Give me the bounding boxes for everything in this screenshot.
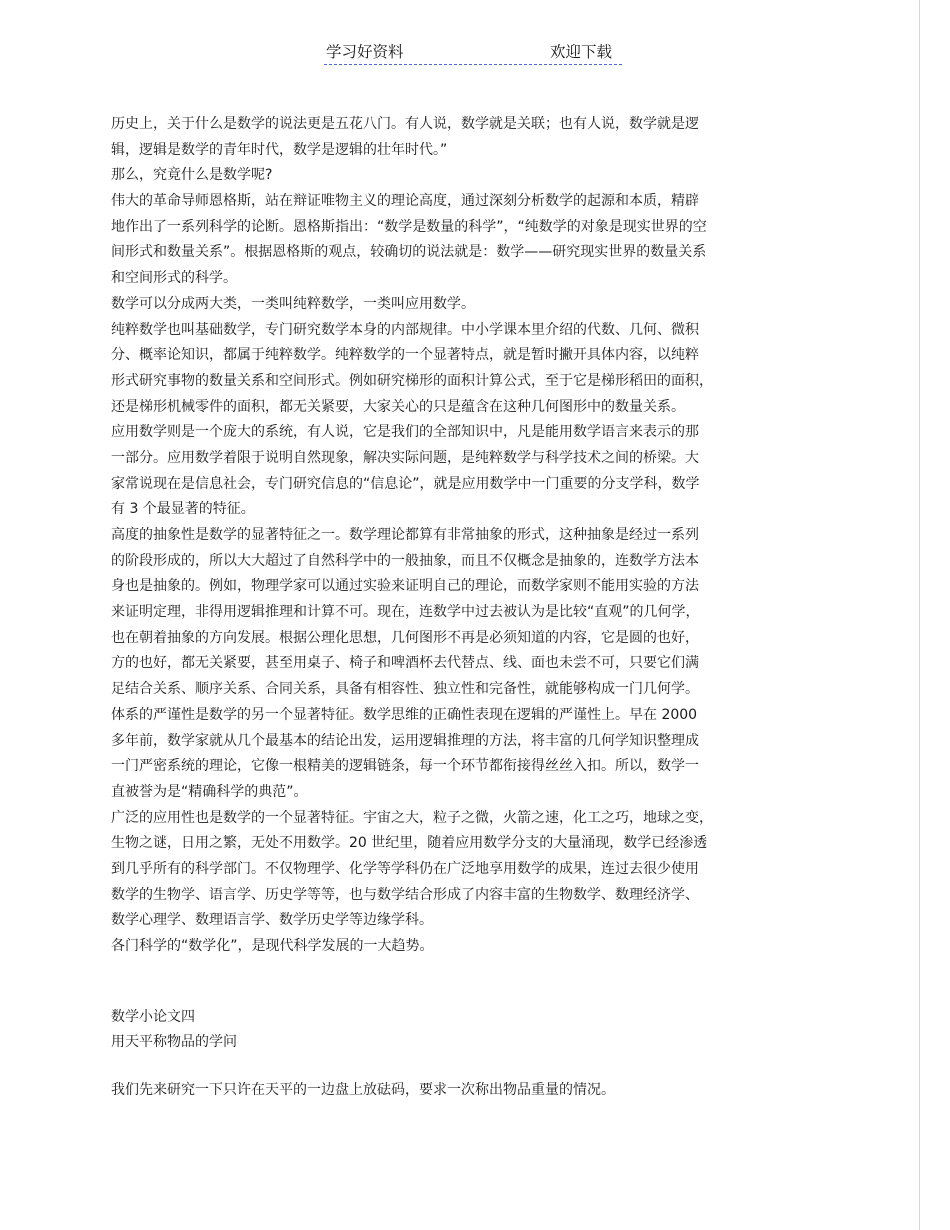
text-line: 应用数学则是一个庞大的系统，有人说，它是我们的全部知识中，凡是能用数学语言来表示的那 xyxy=(111,424,699,441)
text-line: 地作出了一系列科学的论断。恩格斯指出：“数学是数量的科学”，“纯数学的对象是现实世界的空 xyxy=(111,218,707,235)
intro-line: 我们先来研究一下只许在天平的一边盘上放砝码，要求一次称出物品重量的情况。 xyxy=(111,1082,615,1099)
text-line: 各门科学的“数学化”，是现代科学发展的一大趋势。 xyxy=(111,938,434,954)
text-line: 的阶段形成的，所以大大超过了自然科学中的一般抽象，而且不仅概念是抽象的，连数学方法本 xyxy=(111,552,699,569)
page-header xyxy=(324,40,622,65)
text-line: 一门严密系统的理论，它像一根精美的逻辑链条，每一个环节都衔接得丝丝入扣。所以，数学一 xyxy=(111,758,699,775)
text-line: 身也是抽象的。例如，物理学家可以通过实验来证明自己的理论，而数学家则不能用实验的方法 xyxy=(111,578,699,595)
text-line: 数学的生物学、语言学、历史学等等，也与数学结合形成了内容丰富的生物数学、数理经济学、 xyxy=(111,886,699,903)
text-line: 辑，逻辑是数学的青年时代，数学是逻辑的壮年时代。” xyxy=(111,141,448,158)
text-line: 分、概率论知识，都属于纯粹数学。纯粹数学的一个显著特点，就是暂时撇开具体内容，以纯粹 xyxy=(111,347,699,364)
header-right-text: 欢迎下载 xyxy=(550,43,613,61)
text-line: 和空间形式的科学。 xyxy=(111,270,237,287)
text-line: 间形式和数量关系”。根据恩格斯的观点，较确切的说法就是：数学——研究现实世界的数量关系 xyxy=(111,244,707,261)
text-line: 多年前，数学家就从几个最基本的结论出发，运用逻辑推理的方法，将丰富的几何学知识整理成 xyxy=(111,732,699,749)
text-line: 一部分。应用数学着限于说明自然现象，解决实际问题，是纯粹数学与科学技术之间的桥梁。大 xyxy=(111,449,699,466)
text-line: 生物之谜，日用之繁，无处不用数学。20 世纪里，随着应用数学分支的大量涌现，数学已经渗透 xyxy=(111,835,708,852)
text-line: 高度的抽象性是数学的显著特征之一。数学理论都算有非常抽象的形式，这种抽象是经过一系列 xyxy=(111,527,699,543)
text-line: 形式研究事物的数量关系和空间形式。例如研究梯形的面积计算公式，至于它是梯形稻田的面积， xyxy=(111,372,713,389)
text-line: 纯粹数学也叫基础数学，专门研究数学本身的内部规律。中小学课本里介绍的代数、几何、微积 xyxy=(111,321,699,338)
text-line: 也在朝着抽象的方向发展。根据公理化思想，几何图形不再是必须知道的内容，它是圆的也好， xyxy=(111,629,699,646)
text-line: 广泛的应用性也是数学的一个显著特征。宇宙之大，粒子之微，火箭之速，化工之巧，地球之变， xyxy=(111,809,713,826)
text-line: 家常说现在是信息社会，专门研究信息的“信息论”，就是应用数学中一门重要的分支学科，数学 xyxy=(111,475,700,492)
text-line: 数学心理学、数理语言学、数学历史学等边缘学科。 xyxy=(111,912,433,929)
text-line: 直被誉为是“精确科学的典范”。 xyxy=(111,783,308,800)
text-line: 有 3 个最显著的特征。 xyxy=(111,501,255,518)
text-line: 那么，究竟什么是数学呢? xyxy=(111,167,273,184)
text-line: 体系的严谨性是数学的另一个显著特征。数学思维的正确性表现在逻辑的严谨性上。早在 2000 xyxy=(111,706,698,723)
text-line: 来证明定理，非得用逻辑推理和计算不可。现在，连数学中过去被认为是比较“直观”的几何学， xyxy=(111,604,700,621)
text-line: 方的也好，都无关紧要，甚至用桌子、椅子和啤酒杯去代替点、线、面也未尝不可，只要它们满 xyxy=(111,655,699,672)
spacer xyxy=(111,960,831,1005)
document-body xyxy=(111,112,831,1104)
text-line: 数学可以分成两大类，一类叫纯粹数学，一类叫应用数学。 xyxy=(111,295,475,312)
spacer xyxy=(111,1056,831,1078)
text-line: 还是梯形机械零件的面积，都无关紧要，大家关心的只是蕴含在这种几何图形中的数量关系。 xyxy=(111,398,685,415)
section-title: 数学小论文四 xyxy=(111,1008,195,1025)
text-line: 伟大的革命导师恩格斯，站在辩证唯物主义的理论高度，通过深刻分析数学的起源和本质，精辟 xyxy=(111,193,699,210)
text-line: 历史上，关于什么是数学的说法更是五花八门。有人说，数学就是关联；也有人说，数学就是逻 xyxy=(111,116,699,132)
section-subtitle: 用天平称物品的学问 xyxy=(111,1034,237,1051)
header-left-text: 学习好资料 xyxy=(326,43,404,61)
text-line: 足结合关系、顺序关系、合同关系，具备有相容性、独立性和完备性，就能够构成一门几何学。 xyxy=(111,681,699,698)
text-line: 到几乎所有的科学部门。不仅物理学、化学等学科仍在广泛地享用数学的成果，连过去很少使用 xyxy=(111,860,699,877)
page-edge-rule xyxy=(919,0,920,1230)
